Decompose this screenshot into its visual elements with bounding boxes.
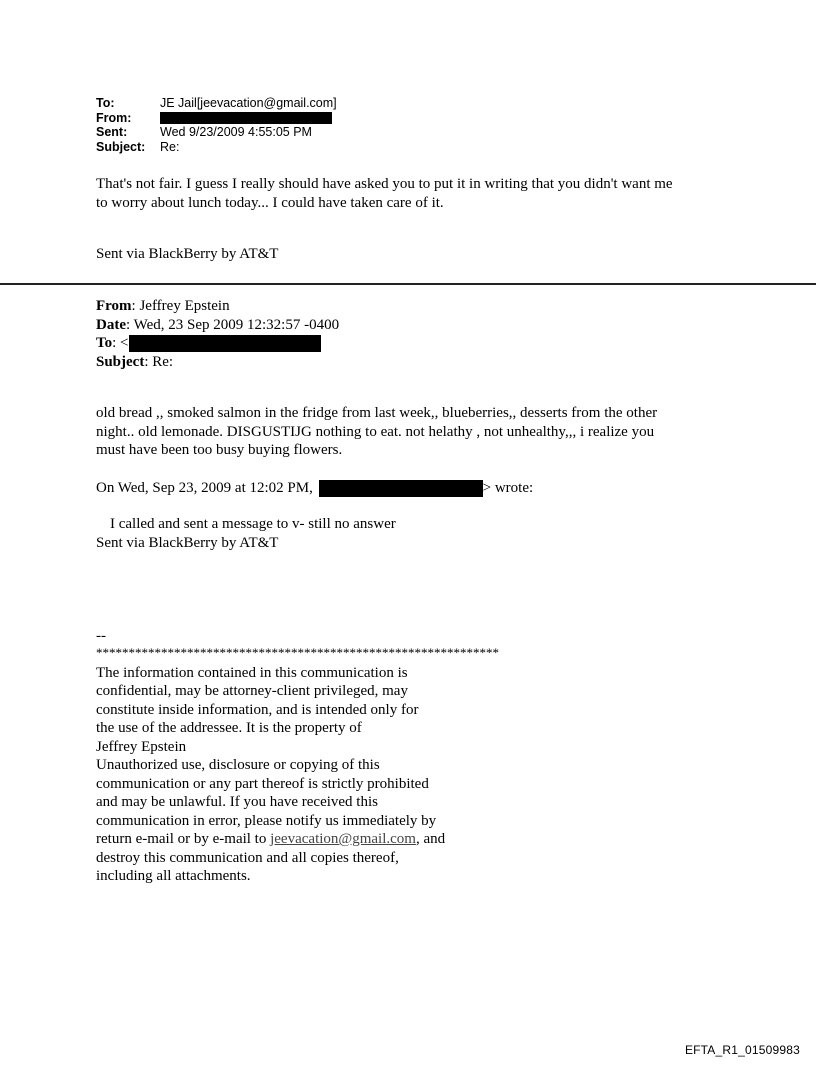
header-to-label: To: — [96, 96, 115, 110]
header-subject-value: Re: — [160, 139, 180, 154]
separator-line — [0, 283, 816, 285]
email-link[interactable]: jeevacation@gmail.com — [270, 831, 416, 847]
original-from-label: From — [96, 298, 132, 314]
reply-signature: Sent via BlackBerry by AT&T — [96, 246, 279, 262]
header-from-label: From: — [96, 110, 132, 125]
quoted-line: I called and sent a message to v- still no answer — [110, 516, 396, 532]
document-id: EFTA_R1_01509983 — [684, 1043, 800, 1057]
disclaimer-line: communication in error, please notify us immediately by — [96, 812, 437, 829]
disclaimer-return-line — [96, 830, 499, 849]
disclaimer-dashes: -- — [96, 628, 106, 644]
disclaimer-line: including all attachments. — [96, 868, 251, 884]
header-subject-label: Subject: — [96, 139, 146, 154]
quote-intro — [96, 479, 533, 498]
original-date-row — [96, 316, 339, 335]
original-body — [96, 404, 657, 460]
original-to-value: : < — [112, 335, 129, 351]
quoted-signature: Sent via BlackBerry by AT&T — [96, 534, 279, 551]
disclaimer-line: communication or any part thereof is strictly prohibited — [96, 775, 429, 792]
original-from-row — [96, 297, 339, 316]
disclaimer-line: constitute inside information, and is intended only for — [96, 701, 419, 718]
original-from-value: : Jeffrey Epstein — [131, 298, 230, 314]
redaction-box — [160, 112, 332, 124]
disclaimer-return-prefix: return e-mail or by e-mail to — [96, 831, 271, 847]
disclaimer-line: confidential, may be attorney-client privileged, may — [96, 683, 408, 699]
body-line: must have been too busy buying flowers. — [96, 442, 343, 458]
header-sent-value: Wed 9/23/2009 4:55:05 PM — [160, 125, 312, 139]
body-line: night.. old lemonade. DISGUSTIJG nothing to eat. not helathy , not unhealthy,,, i realize you — [96, 423, 655, 440]
reply-line: That's not fair. I guess I really should have asked you to put it in writing that you didn't want me — [96, 176, 673, 192]
original-header — [96, 297, 339, 371]
quote-intro-suffix: > wrote: — [482, 480, 534, 496]
reply-line: to worry about lunch today... I could have taken care of it. — [96, 194, 444, 211]
quoted-message — [96, 515, 396, 552]
disclaimer-line: and may be unlawful. If you have received this — [96, 794, 378, 810]
disclaimer-line: the use of the addressee. It is the property of — [96, 720, 362, 736]
disclaimer-return-suffix: , and — [415, 831, 446, 847]
original-subject-value: : Re: — [144, 353, 174, 370]
disclaimer-line: destroy this communication and all copies thereof, — [96, 849, 399, 866]
body-line: old bread ,, smoked salmon in the fridge from last week,, blueberries,, desserts from the other — [96, 405, 658, 421]
email-header — [96, 96, 337, 154]
header-to-row — [96, 96, 337, 111]
original-subject-row — [96, 353, 339, 372]
disclaimer-line: Unauthorized use, disclosure or copying of this — [96, 757, 380, 773]
redaction-box — [129, 335, 321, 352]
header-sent-label: Sent: — [96, 125, 128, 139]
original-subject-label: Subject — [96, 353, 145, 370]
original-to-row — [96, 334, 339, 353]
quote-intro-prefix: On Wed, Sep 23, 2009 at 12:02 PM, — [96, 480, 313, 496]
disclaimer-stars: ************************************************************** — [96, 644, 499, 660]
reply-body — [96, 175, 673, 212]
disclaimer — [96, 627, 499, 886]
header-from-row — [96, 111, 337, 126]
header-to-value: JE Jail[jeevacation@gmail.com] — [160, 96, 337, 110]
original-date-value: : Wed, 23 Sep 2009 12:32:57 -0400 — [126, 316, 340, 333]
header-sent-row — [96, 125, 337, 140]
disclaimer-line: The information contained in this communication is — [96, 664, 408, 681]
header-subject-row — [96, 140, 337, 155]
original-to-label: To — [96, 335, 113, 351]
original-date-label: Date — [96, 316, 126, 333]
redaction-box — [319, 480, 483, 497]
disclaimer-line: Jeffrey Epstein — [96, 738, 187, 755]
header-from-value — [160, 111, 332, 126]
